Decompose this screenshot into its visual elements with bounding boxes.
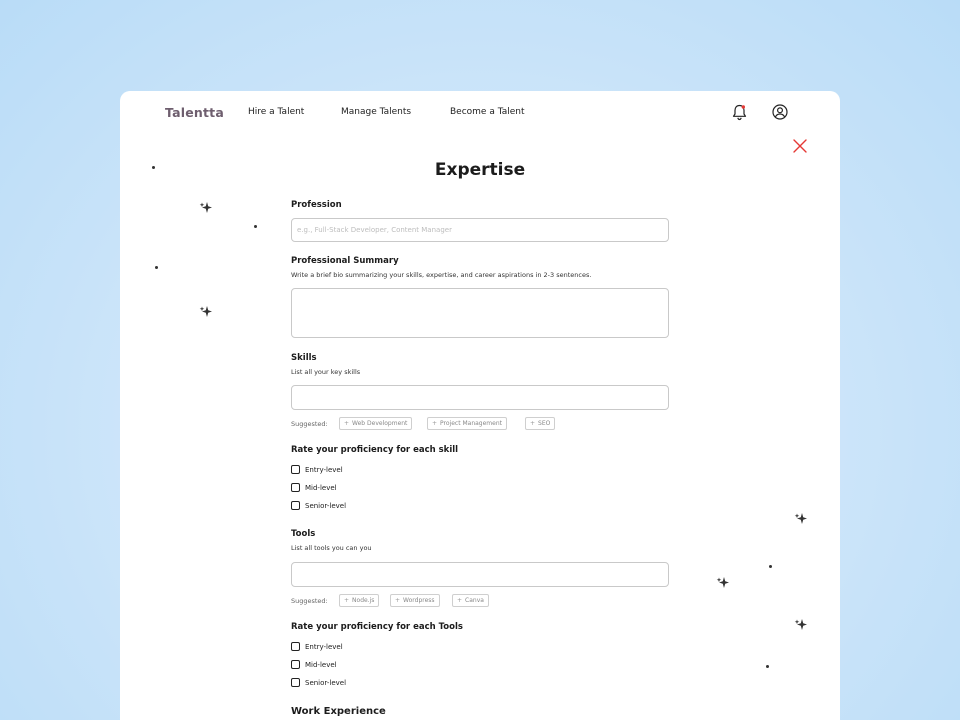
sparkle-icon (716, 575, 730, 594)
close-icon[interactable] (792, 138, 808, 158)
nav-become-a-talent[interactable]: Become a Talent (450, 107, 525, 117)
checkbox-label: Senior-level (305, 679, 347, 687)
checkbox-box[interactable] (291, 678, 300, 687)
skills-label: Skills (291, 353, 317, 363)
summary-hint: Write a brief bio summarizing your skills, expertise, and career aspirations in 2-3 sentences. (291, 271, 592, 279)
tools-input[interactable] (291, 562, 669, 587)
checkbox-label: Entry-level (305, 643, 343, 651)
sparkle-icon (199, 200, 213, 219)
profession-label: Profession (291, 200, 342, 210)
plus-icon: + (344, 420, 350, 427)
decor-dot (769, 565, 772, 568)
work-experience-label: Work Experience (291, 706, 386, 717)
suggestion-chip[interactable]: + Wordpress (390, 594, 440, 607)
nav-manage-talents[interactable]: Manage Talents (341, 107, 412, 117)
sparkle-icon (794, 511, 808, 530)
tool-proficiency-label: Rate your proficiency for each Tools (291, 622, 463, 632)
modal-card (120, 91, 840, 720)
skill-proficiency-label: Rate your proficiency for each skill (291, 445, 459, 455)
checkbox-box[interactable] (291, 465, 300, 474)
plus-icon: + (432, 420, 438, 427)
skills-input[interactable] (291, 385, 669, 410)
suggestion-chip[interactable]: + SEO (525, 417, 555, 430)
skills-hint: List all your key skills (291, 368, 361, 376)
tools-label: Tools (291, 529, 316, 539)
skills-suggested-label: Suggested: (291, 420, 328, 428)
summary-textarea[interactable] (291, 288, 669, 338)
suggestion-chip[interactable]: + Node.js (339, 594, 379, 607)
brand-logo[interactable]: Talentta (165, 105, 224, 120)
tools-hint: List all tools you can you (291, 544, 372, 552)
checkbox-label: Entry-level (305, 466, 343, 474)
sparkle-icon (199, 304, 213, 323)
profession-input[interactable] (291, 218, 669, 242)
checkbox-label: Mid-level (305, 661, 337, 669)
sparkle-icon (794, 617, 808, 636)
checkbox-box[interactable] (291, 660, 300, 669)
checkbox-label: Senior-level (305, 502, 347, 510)
plus-icon: + (530, 420, 536, 427)
plus-icon: + (344, 597, 350, 604)
checkbox-label: Mid-level (305, 484, 337, 492)
bell-icon[interactable] (732, 104, 747, 125)
suggestion-chip[interactable]: + Canva (452, 594, 489, 607)
user-circle-icon[interactable] (772, 104, 788, 124)
plus-icon: + (395, 597, 401, 604)
nav-hire-a-talent[interactable]: Hire a Talent (248, 107, 305, 117)
decor-dot (155, 266, 158, 269)
suggestion-chip[interactable]: + Project Management (427, 417, 507, 430)
summary-label: Professional Summary (291, 256, 399, 266)
suggestion-chip[interactable]: + Web Development (339, 417, 412, 430)
decor-dot (152, 166, 155, 169)
checkbox-box[interactable] (291, 483, 300, 492)
tools-suggested-label: Suggested: (291, 597, 328, 605)
checkbox-box[interactable] (291, 642, 300, 651)
page-title: Expertise (434, 160, 526, 180)
top-nav (165, 105, 795, 121)
decor-dot (766, 665, 769, 668)
checkbox-box[interactable] (291, 501, 300, 510)
decor-dot (254, 225, 257, 228)
plus-icon: + (457, 597, 463, 604)
